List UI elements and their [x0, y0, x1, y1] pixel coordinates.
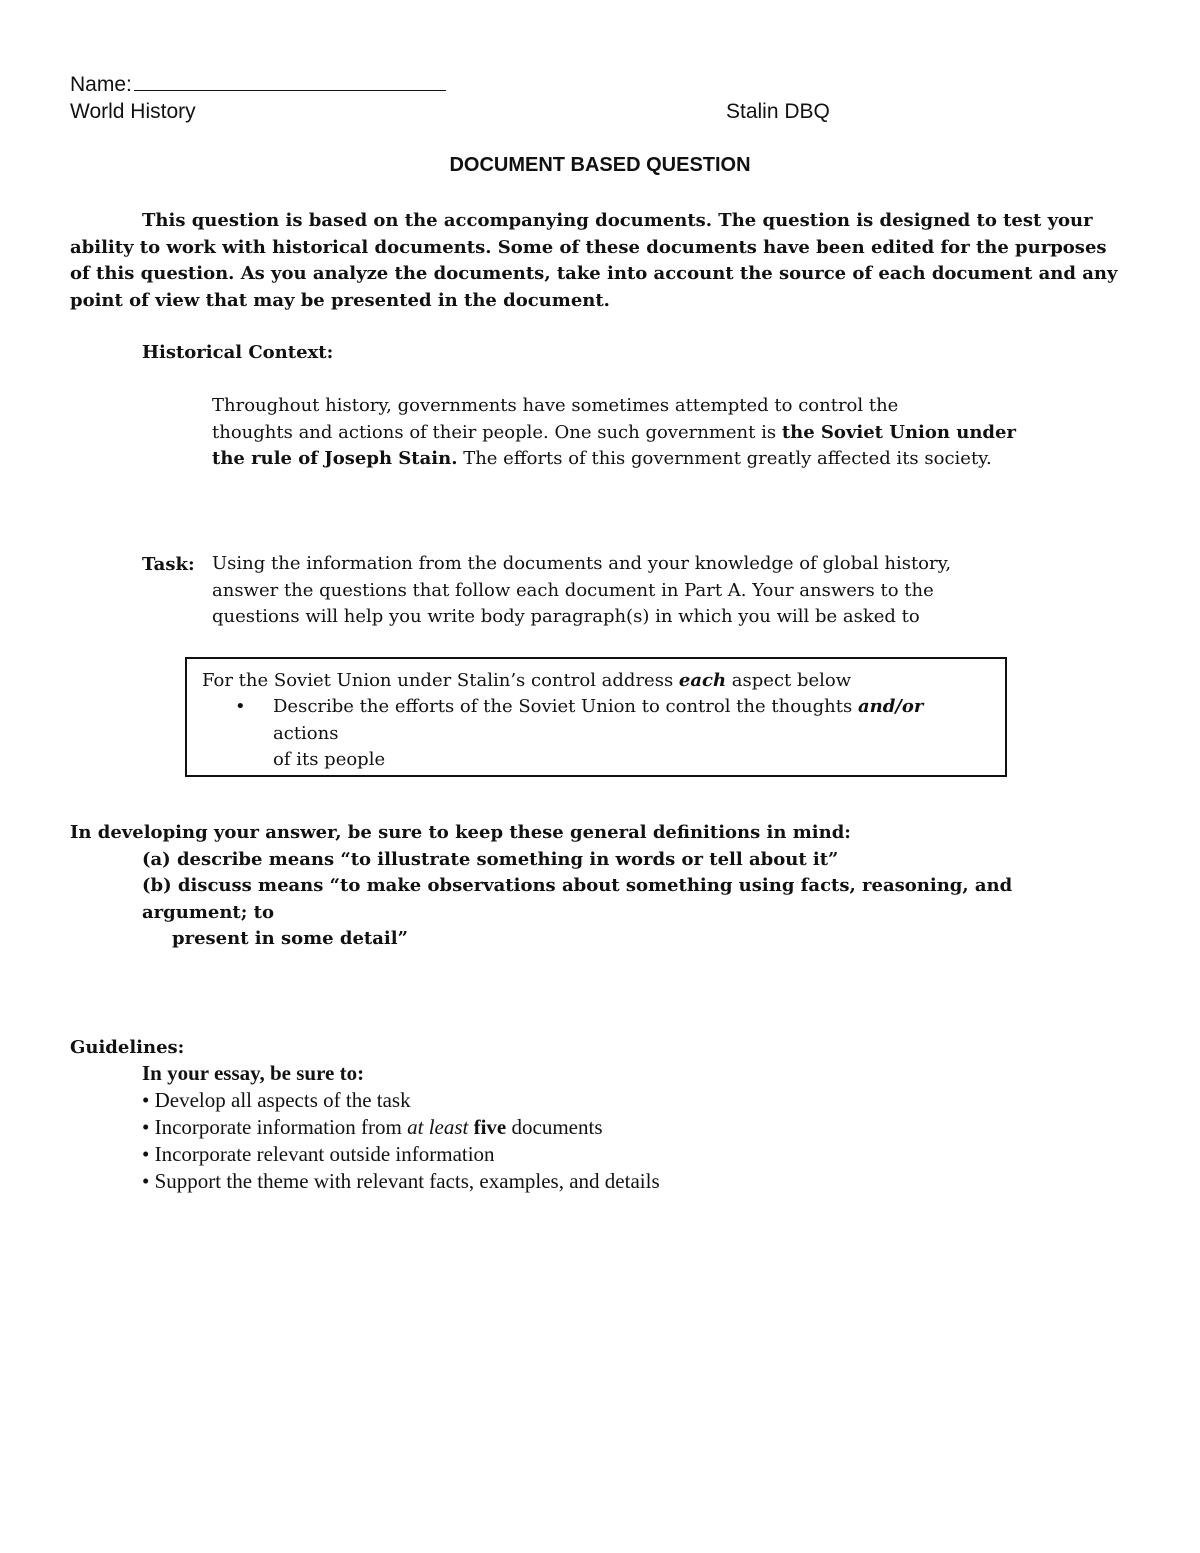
context-line-3	[212, 446, 1016, 473]
guideline-item-1: • Develop all aspects of the task	[142, 1088, 411, 1112]
guideline-item-2-pre: • Incorporate information from	[142, 1115, 408, 1139]
task-box-bullet-line-3: of its people	[273, 749, 386, 770]
task-line-3: questions will help you write body paragraph(s) in which you will be asked to	[212, 606, 920, 627]
bullet-icon: •	[235, 696, 246, 717]
historical-context-text	[212, 393, 1016, 473]
task-label: Task:	[142, 554, 195, 575]
task-box-bullet-pre: Describe the efforts of the Soviet Union to control the thoughts	[273, 696, 858, 717]
task-box	[185, 657, 1007, 777]
task-line-1: Using the information from the documents and your knowledge of global history,	[212, 553, 952, 574]
context-line-2-plain: thoughts and actions of their people. One such government is	[212, 421, 782, 443]
intro-line-2: ability to work with historical documents. Some of these documents have been edited for the purposes	[70, 236, 1107, 258]
task-box-bullet-line-2: actions	[273, 722, 339, 744]
task-text	[212, 551, 951, 631]
name-blank	[134, 72, 446, 91]
guideline-item-2-emph: at least	[407, 1115, 469, 1139]
guidelines-heading: Guidelines:	[70, 1037, 185, 1058]
guidelines-list	[142, 1060, 660, 1195]
name-label: Name:	[70, 73, 132, 96]
context-line-2	[212, 420, 1016, 447]
historical-context-heading: Historical Context:	[142, 342, 334, 363]
task-line-2: answer the questions that follow each document in Part A. Your answers to the	[212, 579, 934, 601]
task-box-bullet	[237, 694, 923, 774]
task-box-bullet-emph: and/or	[857, 696, 924, 717]
task-box-intro	[202, 667, 851, 694]
definition-b-cont-2: present in some detail”	[172, 928, 408, 949]
intro-line-1: This question is based on the accompanying documents. The question is designed to test your	[142, 210, 1093, 231]
guideline-item-4: • Support the theme with relevant facts, examples, and details	[142, 1169, 660, 1193]
intro-line-3: of this question. As you analyze the documents, take into account the source of each document and any	[70, 263, 1118, 284]
task-box-intro-post: aspect below	[726, 670, 852, 691]
course-name: World History	[70, 100, 196, 123]
context-line-3-plain: The efforts of this government greatly affected its society.	[457, 448, 992, 469]
definition-b: (b) discuss means “to make observations about something using facts, reasoning, and	[142, 875, 1013, 896]
guideline-item-3: • Incorporate relevant outside information	[142, 1142, 495, 1166]
assignment-name: Stalin DBQ	[726, 100, 830, 123]
definitions-heading: In developing your answer, be sure to keep these general definitions in mind:	[70, 822, 851, 843]
guidelines-subheading: In your essay, be sure to:	[142, 1061, 365, 1085]
guideline-item-2-post: documents	[506, 1115, 603, 1139]
definition-b-cont-1: argument; to	[142, 901, 274, 923]
definition-a: (a) describe means “to illustrate something in words or tell about it”	[142, 848, 839, 870]
context-line-1: Throughout history, governments have sometimes attempted to control the	[212, 395, 899, 416]
intro-line-4: point of view that may be presented in the document.	[70, 289, 610, 311]
task-box-intro-emph: each	[678, 670, 727, 691]
intro-paragraph	[70, 208, 1117, 314]
context-line-3-bold: the rule of Joseph Stain.	[212, 448, 458, 469]
name-field	[70, 72, 446, 97]
definitions	[70, 820, 1012, 953]
context-line-2-bold: the Soviet Union under	[781, 421, 1016, 443]
task-box-bullet-line-1	[237, 694, 923, 721]
page-title: DOCUMENT BASED QUESTION	[449, 154, 751, 176]
guideline-item-2	[142, 1114, 660, 1141]
guideline-item-2-bold: five	[468, 1115, 507, 1139]
task-box-intro-pre: For the Soviet Union under Stalin’s control address	[202, 670, 679, 691]
